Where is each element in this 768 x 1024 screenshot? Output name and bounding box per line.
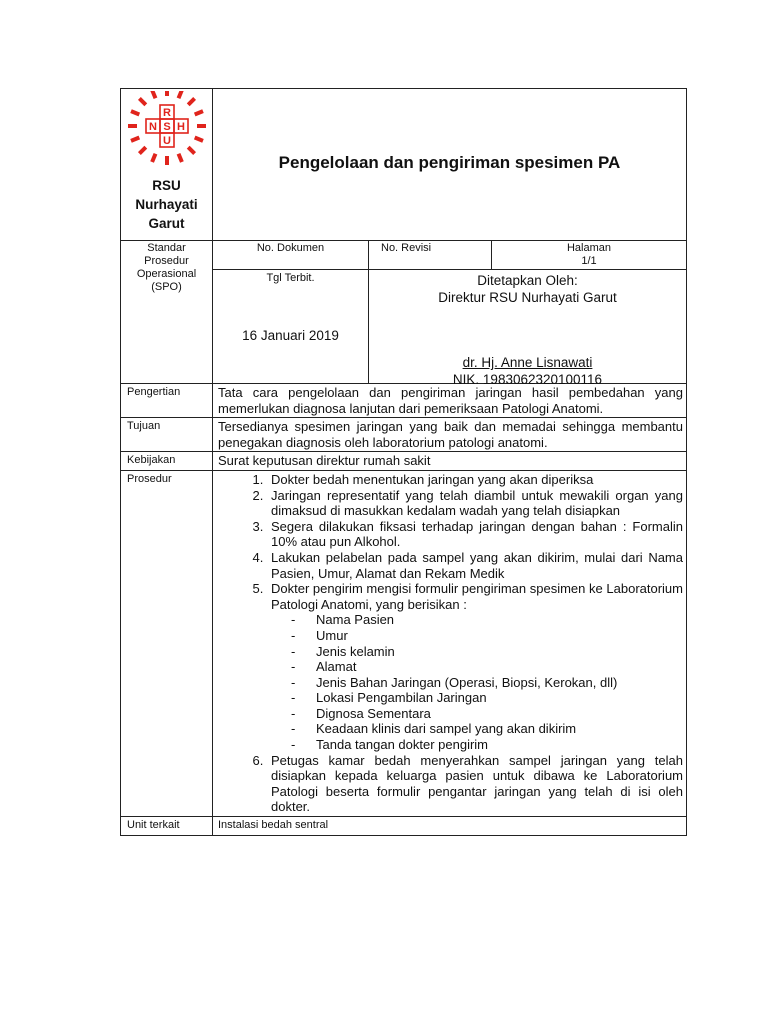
- page-value: 1/1: [581, 255, 597, 267]
- spo-label-line: Standar: [147, 242, 186, 254]
- logo-letter-top: R: [162, 107, 171, 119]
- spo-document: [120, 88, 687, 836]
- hospital-logo-icon: [126, 91, 208, 173]
- page-label: Halaman: [566, 242, 612, 254]
- logo-letter-bottom: U: [162, 135, 171, 147]
- kebijakan-text: Surat keputusan direktur rumah sakit: [212, 452, 686, 470]
- section-label: Tujuan: [127, 420, 161, 433]
- issue-date: 16 Januari 2019: [242, 328, 339, 343]
- tujuan-row: [121, 418, 686, 452]
- director-nik: NIK. 1983062320100116: [452, 372, 603, 387]
- logo-ray: [139, 98, 145, 104]
- procedure-step: [267, 581, 683, 753]
- form-field-item: - Keadaan klinis dari sampel yang akan dikirim: [291, 721, 683, 737]
- prosedur-row: [121, 471, 686, 817]
- form-field-item: - Jenis Bahan Jaringan (Operasi, Biopsi, Kerokan, dll): [291, 675, 683, 691]
- procedure-step: 6. Petugas kamar bedah menyerahkan sampel jaringan yang telah disiapkan kepada keluarga pasien untuk dibawa ke Laboratorium Patologi beserta formulir pengantar jaringan yang telah di isi oleh dokter.: [267, 753, 683, 815]
- form-field-item: - Umur: [291, 628, 683, 644]
- approval-header: [369, 272, 686, 306]
- spo-table: [120, 88, 687, 836]
- unit-terkait-row: [121, 817, 686, 835]
- meta-body-row: [213, 270, 686, 387]
- logo-ray: [194, 111, 202, 114]
- spo-label-line: Prosedur: [144, 255, 189, 267]
- form-field-item: - Alamat: [291, 659, 683, 675]
- pengertian-text: Tata cara pengelolaan dan pengiriman jaringan hasil pembedahan yang memerlukan diagnosa lanjutan dari pemeriksaan Patologi Anatomi.: [212, 384, 686, 417]
- procedure-step: 3. Segera dilakukan fiksasi terhadap jaringan dengan bahan : Formalin 10% atau pun Alkohol.: [267, 519, 683, 550]
- form-field-item: - Jenis kelamin: [291, 644, 683, 660]
- spo-label-line: (SPO): [151, 281, 182, 293]
- section-label: Kebijakan: [127, 454, 176, 467]
- procedure-step-text: Dokter pengirim mengisi formulir pengiriman spesimen ke Laboratorium Patologi Anatomi, yang berisikan :: [271, 581, 683, 612]
- logo-ray: [131, 138, 139, 141]
- hospital-name-line: Nurhayati: [135, 197, 198, 212]
- logo-letter-right: H: [176, 121, 185, 133]
- issue-date-cell: [213, 270, 368, 383]
- form-field-item: - Tanda tangan dokter pengirim: [291, 737, 683, 753]
- logo-ray: [152, 154, 155, 162]
- logo-ray: [152, 91, 155, 98]
- form-field-list: [271, 612, 683, 752]
- procedure-step: 4. Lakukan pelabelan pada sampel yang akan dikirim, mulai dari Nama Pasien, Umur, Alamat dan Rekam Medik: [267, 550, 683, 581]
- unit-terkait-text: Instalasi bedah sentral: [212, 817, 686, 835]
- spo-label: [121, 241, 212, 383]
- pengertian-row: [121, 384, 686, 418]
- logo-cell: [121, 89, 212, 240]
- hospital-name-line: RSU: [152, 178, 181, 193]
- meta-header-row: [213, 241, 686, 270]
- logo-ray: [131, 111, 139, 114]
- document-title: Pengelolaan dan pengiriman spesimen PA: [212, 89, 686, 240]
- established-by: Ditetapkan Oleh:: [477, 273, 578, 288]
- tujuan-text: Tersedianya spesimen jaringan yang baik dan memadai sehingga membantu penegakan diagnosis oleh laboratorium patologi anatomi.: [212, 418, 686, 451]
- spo-label-line: Operasional: [136, 268, 197, 280]
- form-field-item: - Lokasi Pengambilan Jaringan: [291, 690, 683, 706]
- prosedur-content: [212, 471, 686, 816]
- director-name: dr. Hj. Anne Lisnawati: [462, 355, 593, 370]
- hospital-name: [135, 176, 197, 233]
- section-label: Prosedur: [127, 472, 172, 485]
- meta-row: [121, 241, 686, 387]
- logo-letter-center: S: [162, 121, 171, 133]
- issue-date-label: Tgl Terbit.: [266, 272, 315, 284]
- form-field-item: - Nama Pasien: [291, 612, 683, 628]
- logo-ray: [139, 147, 145, 153]
- hospital-name-line: Garut: [148, 216, 185, 231]
- logo-ray: [178, 154, 181, 162]
- section-label: Unit terkait: [127, 819, 180, 832]
- logo-letter-left: N: [148, 121, 157, 133]
- procedure-steps: [218, 472, 683, 815]
- revision-number-label: No. Revisi: [368, 241, 491, 269]
- section-label: Pengertian: [127, 386, 181, 398]
- procedure-step: 2. Jaringan representatif yang telah diambil untuk mewakili organ yang dimaksud di masukkan kedalam wadah yang telah disiapkan: [267, 488, 683, 519]
- page-info: [491, 241, 686, 269]
- logo-ray: [178, 91, 181, 98]
- director-title: Direktur RSU Nurhayati Garut: [438, 290, 617, 305]
- document-number-label: No. Dokumen: [256, 242, 325, 254]
- logo-ray: [188, 147, 194, 153]
- meta-details: [212, 241, 686, 387]
- form-field-item: - Dignosa Sementara: [291, 706, 683, 722]
- kebijakan-row: [121, 452, 686, 471]
- director-signature-block: [369, 354, 686, 388]
- approval-cell: [368, 270, 686, 387]
- header-row: [121, 89, 686, 241]
- procedure-step: 1. Dokter bedah menentukan jaringan yang akan diperiksa: [267, 472, 683, 488]
- logo-ray: [194, 138, 202, 141]
- logo-ray: [188, 98, 194, 104]
